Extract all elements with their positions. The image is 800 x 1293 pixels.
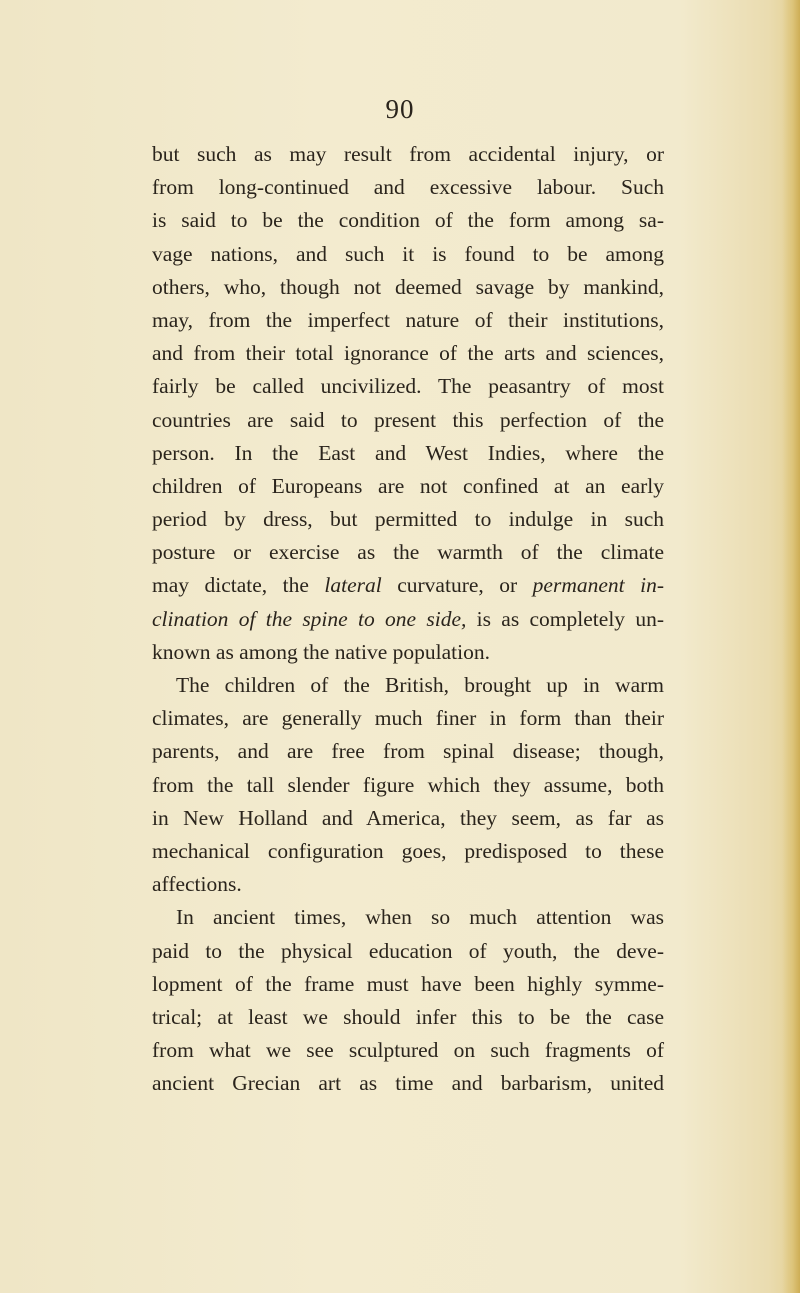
text-segment: The children of the British, brought up in warm bbox=[176, 673, 664, 697]
text-segment: countries are said to present this perfection of the bbox=[152, 407, 664, 432]
text-segment: known as among the native population. bbox=[152, 639, 490, 664]
text-segment: lopment of the frame must have been highly symme- bbox=[152, 971, 664, 996]
text-line bbox=[152, 603, 664, 636]
text-line bbox=[152, 901, 664, 934]
text-segment: children of Europeans are not confined at an early bbox=[152, 473, 664, 498]
text-line bbox=[152, 702, 664, 735]
text-line bbox=[152, 968, 664, 1001]
text-line bbox=[152, 470, 664, 503]
text-line bbox=[152, 370, 664, 403]
text-segment: ancient Grecian art as time and barbarism, united bbox=[152, 1071, 664, 1096]
italic-text-segment: lateral bbox=[324, 573, 382, 598]
page-edge-stain bbox=[782, 0, 800, 1293]
text-segment: from the tall slender figure which they assume, both bbox=[152, 772, 664, 797]
text-segment: is said to be the condition of the form among sa- bbox=[152, 208, 664, 233]
text-line bbox=[152, 569, 664, 602]
text-segment: affections. bbox=[152, 872, 242, 897]
text-line bbox=[152, 437, 664, 470]
text-line bbox=[152, 669, 664, 702]
text-segment: but such as may result from accidental injury, or bbox=[152, 142, 664, 166]
text-line bbox=[152, 138, 664, 171]
text-segment: fairly be called uncivilized. The peasantry of most bbox=[152, 374, 664, 399]
text-line bbox=[152, 835, 664, 868]
text-line bbox=[152, 503, 664, 536]
text-line bbox=[152, 802, 664, 835]
text-segment: In ancient times, when so much attention was bbox=[176, 905, 664, 930]
text-line bbox=[152, 304, 664, 337]
text-segment: climates, are generally much finer in form than their bbox=[152, 706, 664, 731]
text-segment: paid to the physical education of youth, the deve- bbox=[152, 938, 664, 963]
text-line bbox=[152, 935, 664, 968]
text-segment: from what we see sculptured on such fragments of bbox=[152, 1038, 664, 1063]
page-number: 90 bbox=[385, 94, 415, 124]
text-line bbox=[152, 171, 664, 204]
text-segment: may, from the imperfect nature of their institutions, bbox=[152, 307, 664, 332]
text-line bbox=[152, 404, 664, 437]
text-segment: in New Holland and America, they seem, as far as bbox=[152, 805, 664, 830]
text-line bbox=[152, 337, 664, 370]
text-segment: trical; at least we should infer this to be the case bbox=[152, 1004, 664, 1029]
text-line bbox=[152, 636, 664, 669]
text-line bbox=[152, 1001, 664, 1034]
text-segment: curvature, or bbox=[381, 573, 533, 598]
text-segment: may dictate, the bbox=[152, 573, 325, 598]
italic-text-segment: clination of the spine to one side, bbox=[152, 606, 467, 631]
text-line bbox=[152, 1067, 664, 1100]
body-text bbox=[152, 138, 664, 1100]
text-line bbox=[152, 769, 664, 802]
text-line bbox=[152, 735, 664, 768]
text-line bbox=[152, 868, 664, 901]
text-line bbox=[152, 271, 664, 304]
text-segment: person. In the East and West Indies, where the bbox=[152, 440, 664, 465]
text-line bbox=[152, 536, 664, 569]
text-segment: parents, and are free from spinal disease; though, bbox=[152, 739, 664, 764]
text-segment: and from their total ignorance of the arts and sciences, bbox=[152, 341, 664, 366]
text-segment: period by dress, but permitted to indulge in such bbox=[152, 507, 664, 532]
text-segment: others, who, though not deemed savage by mankind, bbox=[152, 274, 664, 299]
text-line bbox=[152, 238, 664, 271]
text-segment: posture or exercise as the warmth of the climate bbox=[152, 540, 664, 565]
text-line bbox=[152, 204, 664, 237]
text-segment: is as completely un- bbox=[466, 606, 664, 631]
text-segment: vage nations, and such it is found to be among bbox=[152, 241, 664, 266]
text-segment: from long-continued and excessive labour. Such bbox=[152, 175, 664, 200]
italic-text-segment: permanent in- bbox=[532, 573, 664, 598]
text-segment: mechanical configuration goes, predisposed to these bbox=[152, 838, 664, 863]
text-line bbox=[152, 1034, 664, 1067]
